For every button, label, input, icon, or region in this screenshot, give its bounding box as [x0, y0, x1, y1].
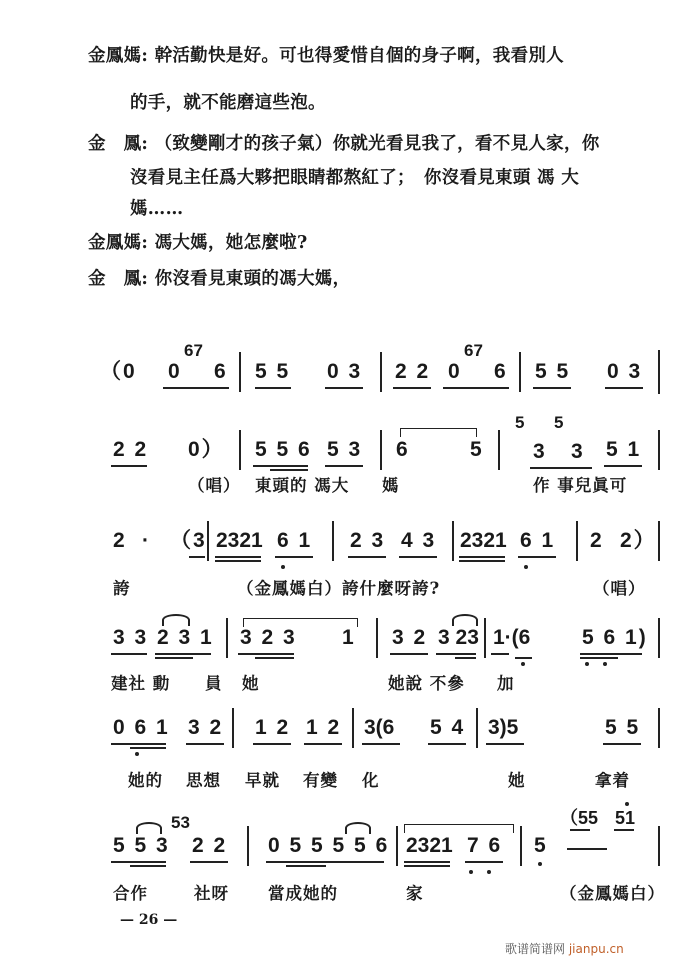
- speaker-label: 金 鳳:: [88, 269, 149, 289]
- note: 6: [396, 438, 410, 461]
- score-row-3: [0, 515, 690, 575]
- low-octave-dot: [281, 565, 285, 569]
- note: 1 2: [255, 716, 291, 739]
- note: 2321: [216, 529, 263, 552]
- note: 2 3: [350, 529, 386, 552]
- underline: [580, 653, 642, 655]
- underline: [533, 387, 571, 389]
- note: 5 6 1): [582, 626, 648, 649]
- lyric: 早就: [245, 771, 280, 790]
- bar-line: [520, 826, 522, 866]
- underline: [459, 556, 505, 558]
- lyric: 當成她的: [268, 884, 338, 903]
- lyric: （金鳳媽白）: [560, 884, 665, 903]
- grace-note: 5: [515, 413, 525, 432]
- note: 5: [470, 438, 484, 461]
- low-octave-dot: [135, 752, 139, 756]
- bar-line: [396, 826, 398, 866]
- underline: [286, 865, 326, 867]
- note: 3 2: [188, 716, 224, 739]
- underline: [404, 861, 450, 863]
- grace-note: 67: [464, 341, 483, 360]
- lyric: 媽: [382, 476, 400, 495]
- grace-note: 53: [171, 813, 190, 832]
- underline: [399, 556, 437, 558]
- note: 3 3: [113, 626, 149, 649]
- dialogue-line-1: [88, 45, 564, 67]
- low-octave-dot: [538, 862, 542, 866]
- underline: [362, 743, 400, 745]
- underline: [465, 861, 503, 863]
- lyric: 家: [406, 884, 424, 903]
- note: 3 23: [438, 626, 479, 649]
- note: 2: [113, 529, 127, 552]
- bar-line: [239, 430, 241, 470]
- bar-line: [658, 708, 660, 748]
- slur: [345, 822, 371, 834]
- underline: [130, 747, 166, 749]
- underline: [111, 743, 166, 745]
- dialogue-text: 幹活勤快是好。可也得愛惜自個的身子啊，我看別人: [154, 46, 564, 66]
- speaker-label: 金鳳媽:: [88, 233, 149, 253]
- dialogue-continuation: 沒看見主任爲大夥把眼睛都熬紅了； 你沒看見東頭 馮 大: [130, 168, 580, 188]
- note: 1: [342, 626, 356, 649]
- note: 5 5 3: [113, 834, 170, 857]
- underline: [130, 865, 166, 867]
- low-octave-dot: [469, 870, 473, 874]
- bar-line: [658, 350, 660, 394]
- underline: [325, 465, 363, 467]
- underline: [190, 861, 228, 863]
- tie: [400, 428, 477, 437]
- lyric: 加: [497, 674, 515, 693]
- note: 5 5: [255, 360, 291, 383]
- note: （55: [560, 808, 599, 828]
- bar-line: [239, 352, 241, 392]
- bar-line: [376, 618, 378, 658]
- bar-line: [352, 708, 354, 748]
- note: （0: [100, 360, 137, 383]
- dialogue-line-3: [88, 232, 308, 254]
- underline: [266, 861, 384, 863]
- page-number: — 26 —: [120, 912, 178, 928]
- underline: [491, 653, 509, 655]
- score-row-2: [0, 410, 690, 470]
- score-row-1: [0, 340, 690, 400]
- dialogue-line-4: [88, 268, 350, 290]
- underline: [459, 560, 505, 562]
- bar-line: [476, 708, 478, 748]
- note: 6: [494, 360, 508, 383]
- tie: [404, 824, 514, 833]
- underline: [270, 469, 308, 471]
- underline: [443, 387, 509, 389]
- underline: [253, 743, 291, 745]
- bar-line: [380, 430, 382, 470]
- underline: [604, 465, 642, 467]
- underline: [455, 657, 476, 659]
- high-octave-dot: [625, 802, 629, 806]
- underline: [155, 657, 193, 659]
- underline: [111, 653, 147, 655]
- low-octave-dot: [487, 870, 491, 874]
- underline: [255, 387, 291, 389]
- low-octave-dot: [585, 662, 589, 666]
- underline: [304, 743, 342, 745]
- lyric: 合作: [113, 884, 148, 903]
- note: 2 2: [395, 360, 431, 383]
- bar-line: [226, 618, 228, 658]
- underline: [215, 560, 261, 562]
- lyric: 建社 動: [111, 674, 171, 693]
- underline: [325, 387, 363, 389]
- note: 3: [533, 440, 547, 463]
- underline: [255, 657, 294, 659]
- note: 3)5: [488, 716, 519, 739]
- lyric: 東頭的 馮大: [255, 476, 350, 495]
- note: 5 3: [327, 438, 363, 461]
- dialogue-text: 你沒看見東頭的馮大媽，: [154, 269, 351, 289]
- score-row-4: [0, 610, 690, 670]
- underline: [530, 467, 592, 469]
- note: 3: [571, 440, 585, 463]
- lyric: 化: [362, 771, 380, 790]
- bar-line: [380, 352, 382, 392]
- lyric: （唱）: [188, 476, 241, 495]
- underline: [515, 657, 532, 659]
- note: 5 5 6: [255, 438, 312, 461]
- note: ·: [142, 529, 151, 552]
- note: 3 2 3: [240, 626, 297, 649]
- underline: [348, 556, 386, 558]
- note: 5: [534, 834, 548, 857]
- watermark: [505, 940, 624, 957]
- bar-line: [658, 618, 660, 658]
- bar-line: [498, 430, 500, 470]
- slur: [452, 614, 478, 626]
- score-row-5: [0, 700, 690, 760]
- underline: [390, 653, 428, 655]
- underline: [486, 743, 524, 745]
- note: 5 1: [606, 438, 642, 461]
- slur: [136, 822, 162, 834]
- low-octave-dot: [524, 565, 528, 569]
- bar-line: [452, 521, 454, 561]
- note: 2 2: [113, 438, 149, 461]
- underline: [186, 743, 224, 745]
- note: 2321: [406, 834, 453, 857]
- bar-line: [576, 521, 578, 561]
- speaker-label: 金鳳媽:: [88, 46, 149, 66]
- lyric: 有變: [303, 771, 338, 790]
- note: 5 5: [605, 716, 641, 739]
- underline: [404, 865, 450, 867]
- note: 2）: [620, 529, 657, 552]
- score-row-6: [0, 808, 690, 872]
- underline: [605, 387, 643, 389]
- lyric: 員: [205, 674, 223, 693]
- grace-note: 5: [554, 413, 564, 432]
- note: 2 2: [192, 834, 228, 857]
- lyric: 社呀: [194, 884, 229, 903]
- note: 5 4: [430, 716, 466, 739]
- lyric: 她說 不參: [388, 674, 465, 693]
- lyric: 誇: [113, 579, 131, 598]
- bar-line: [332, 521, 334, 561]
- low-octave-dot: [603, 662, 607, 666]
- dialogue-continuation: 媽……: [130, 199, 184, 219]
- underline: [275, 556, 313, 558]
- note: 1·(6: [493, 626, 531, 649]
- note: 0 3: [327, 360, 363, 383]
- underline: [393, 387, 431, 389]
- note: 0: [448, 360, 462, 383]
- underline: [570, 829, 590, 831]
- lyric: （唱）: [593, 579, 646, 598]
- note: 0 6 1: [113, 716, 170, 739]
- lyric: 作 事兒眞可: [533, 476, 628, 495]
- underline: [155, 653, 211, 655]
- note: 0 5 5 5 5 6: [268, 834, 390, 857]
- note: （3: [170, 529, 207, 552]
- bar-line: [658, 430, 660, 470]
- underline: [111, 465, 147, 467]
- bar-line: [207, 521, 209, 561]
- bar-line: [658, 826, 660, 866]
- note: 2321: [460, 529, 507, 552]
- lyric: 她: [242, 674, 260, 693]
- underline: [253, 465, 308, 467]
- note: 2: [590, 529, 604, 552]
- note: 0）: [188, 438, 225, 461]
- note: 0 3: [607, 360, 643, 383]
- watermark-en: jianpu.cn: [568, 942, 624, 956]
- underline: [189, 556, 205, 558]
- underline: [436, 653, 476, 655]
- low-octave-dot: [521, 662, 525, 666]
- lyric: 拿着: [595, 771, 630, 790]
- note: 1 2: [306, 716, 342, 739]
- note: 5 5: [535, 360, 571, 383]
- underline: [518, 556, 556, 558]
- note: 2 3 1: [157, 626, 214, 649]
- underline: [163, 387, 229, 389]
- note: 0: [168, 360, 182, 383]
- bar-line: [658, 521, 660, 561]
- note: 51: [615, 808, 636, 828]
- extension-dash: [567, 848, 607, 850]
- lyric: 她的: [128, 771, 163, 790]
- dialogue-text: （致變剛才的孩子氣）你就光看見我了，看不見人家，你: [154, 134, 600, 154]
- underline: [111, 861, 166, 863]
- slur: [162, 614, 190, 626]
- underline: [580, 657, 618, 659]
- lyric: （金鳳媽白）誇什麼呀誇?: [237, 579, 441, 598]
- note: 6 1: [277, 529, 313, 552]
- speaker-label: 金 鳳:: [88, 134, 149, 154]
- lyric: 思想: [186, 771, 221, 790]
- underline: [614, 829, 634, 831]
- bar-line: [247, 826, 249, 866]
- note: 6 1: [520, 529, 556, 552]
- underline: [215, 556, 261, 558]
- underline: [603, 743, 641, 745]
- underline: [428, 743, 466, 745]
- dialogue-continuation: 的手，就不能磨這些泡。: [130, 93, 326, 113]
- dialogue-line-2: [88, 133, 600, 155]
- bar-line: [519, 352, 521, 392]
- underline: [238, 653, 294, 655]
- note: 7 6: [467, 834, 503, 857]
- note: 6: [214, 360, 228, 383]
- note: 3(6: [364, 716, 395, 739]
- grace-note: 67: [184, 341, 203, 360]
- dialogue-text: 馮大媽，她怎麼啦?: [154, 233, 308, 253]
- note: 3 2: [392, 626, 428, 649]
- lyric: 她: [508, 771, 526, 790]
- note: 4 3: [401, 529, 437, 552]
- bar-line: [484, 618, 486, 658]
- watermark-cn: 歌谱简谱网: [505, 942, 566, 956]
- bar-line: [232, 708, 234, 748]
